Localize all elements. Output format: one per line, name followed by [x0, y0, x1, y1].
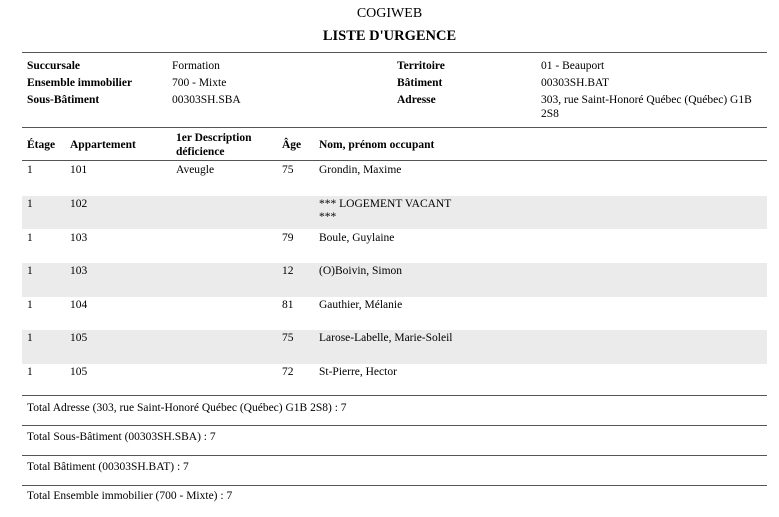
- row-nom: Grondin, Maxime: [319, 164, 402, 176]
- row-appartement: 105: [70, 366, 88, 378]
- totals-divider: [22, 485, 767, 486]
- adresse-value-line1: 303, rue Saint-Honoré Québec (Québec) G1B: [541, 94, 752, 106]
- row-appartement: 102: [70, 198, 88, 210]
- row-etage: 1: [27, 265, 33, 277]
- row-etage: 1: [27, 198, 33, 210]
- col-etage-header: Étage: [27, 139, 56, 151]
- company-name: COGIWEB: [356, 6, 423, 21]
- row-age: 81: [282, 299, 294, 311]
- territoire-value: 01 - Beauport: [541, 60, 605, 72]
- totals-divider: [22, 455, 767, 456]
- col-age-header: Âge: [282, 139, 302, 151]
- row-appartement: 103: [70, 265, 88, 277]
- row-age: 12: [282, 265, 294, 277]
- row-nom: Boule, Guylaine: [319, 232, 395, 244]
- row-appartement: 104: [70, 299, 88, 311]
- row-nom: (O)Boivin, Simon: [319, 265, 403, 277]
- totals-divider: [22, 425, 767, 426]
- col-description-header-line2: déficience: [176, 146, 225, 158]
- col-appartement-header: Appartement: [70, 139, 136, 151]
- row-etage: 1: [27, 366, 33, 378]
- row-age: 72: [282, 366, 294, 378]
- row-etage: 1: [27, 232, 33, 244]
- total-sous-batiment: Total Sous-Bâtiment (00303SH.SBA) : 7: [27, 431, 216, 443]
- table-header-divider: [22, 160, 767, 161]
- row-age: 75: [282, 332, 294, 344]
- report-title: LISTE D'URGENCE: [322, 28, 457, 44]
- batiment-value: 00303SH.BAT: [541, 77, 610, 89]
- sous-batiment-value: 00303SH.SBA: [172, 94, 241, 106]
- row-nom: St-Pierre, Hector: [319, 366, 397, 378]
- row-age: 79: [282, 232, 294, 244]
- row-nom: Larose-Labelle, Marie-Soleil: [319, 332, 453, 344]
- row-etage: 1: [27, 299, 33, 311]
- col-description-header-line1: 1er Description: [176, 132, 252, 144]
- row-description: Aveugle: [176, 164, 215, 176]
- row-etage: 1: [27, 332, 33, 344]
- info-divider: [22, 127, 767, 128]
- batiment-label: Bâtiment: [397, 77, 443, 89]
- row-nom-line2: ***: [319, 211, 337, 223]
- row-age: 75: [282, 164, 294, 176]
- totals-divider: [22, 395, 767, 396]
- row-appartement: 103: [70, 232, 88, 244]
- row-appartement: 105: [70, 332, 88, 344]
- row-etage: 1: [27, 164, 33, 176]
- total-ensemble: Total Ensemble immobilier (700 - Mixte) : 7: [27, 490, 233, 502]
- row-appartement: 101: [70, 164, 88, 176]
- adresse-value-line2: 2S8: [541, 108, 559, 120]
- succursale-value: Formation: [172, 60, 220, 72]
- territoire-label: Territoire: [397, 60, 445, 72]
- adresse-label: Adresse: [397, 94, 436, 106]
- total-adresse: Total Adresse (303, rue Saint-Honoré Québec (Québec) G1B 2S8) : 7: [27, 402, 347, 414]
- row-nom: *** LOGEMENT VACANT: [319, 198, 452, 210]
- ensemble-value: 700 - Mixte: [172, 77, 227, 89]
- succursale-label: Succursale: [27, 60, 81, 72]
- row-nom: Gauthier, Mélanie: [319, 299, 403, 311]
- total-batiment: Total Bâtiment (00303SH.BAT) : 7: [27, 461, 189, 473]
- col-nom-header: Nom, prénom occupant: [319, 139, 435, 151]
- header-divider: [22, 52, 767, 53]
- ensemble-label: Ensemble immobilier: [27, 77, 133, 89]
- sous-batiment-label: Sous-Bâtiment: [27, 94, 100, 106]
